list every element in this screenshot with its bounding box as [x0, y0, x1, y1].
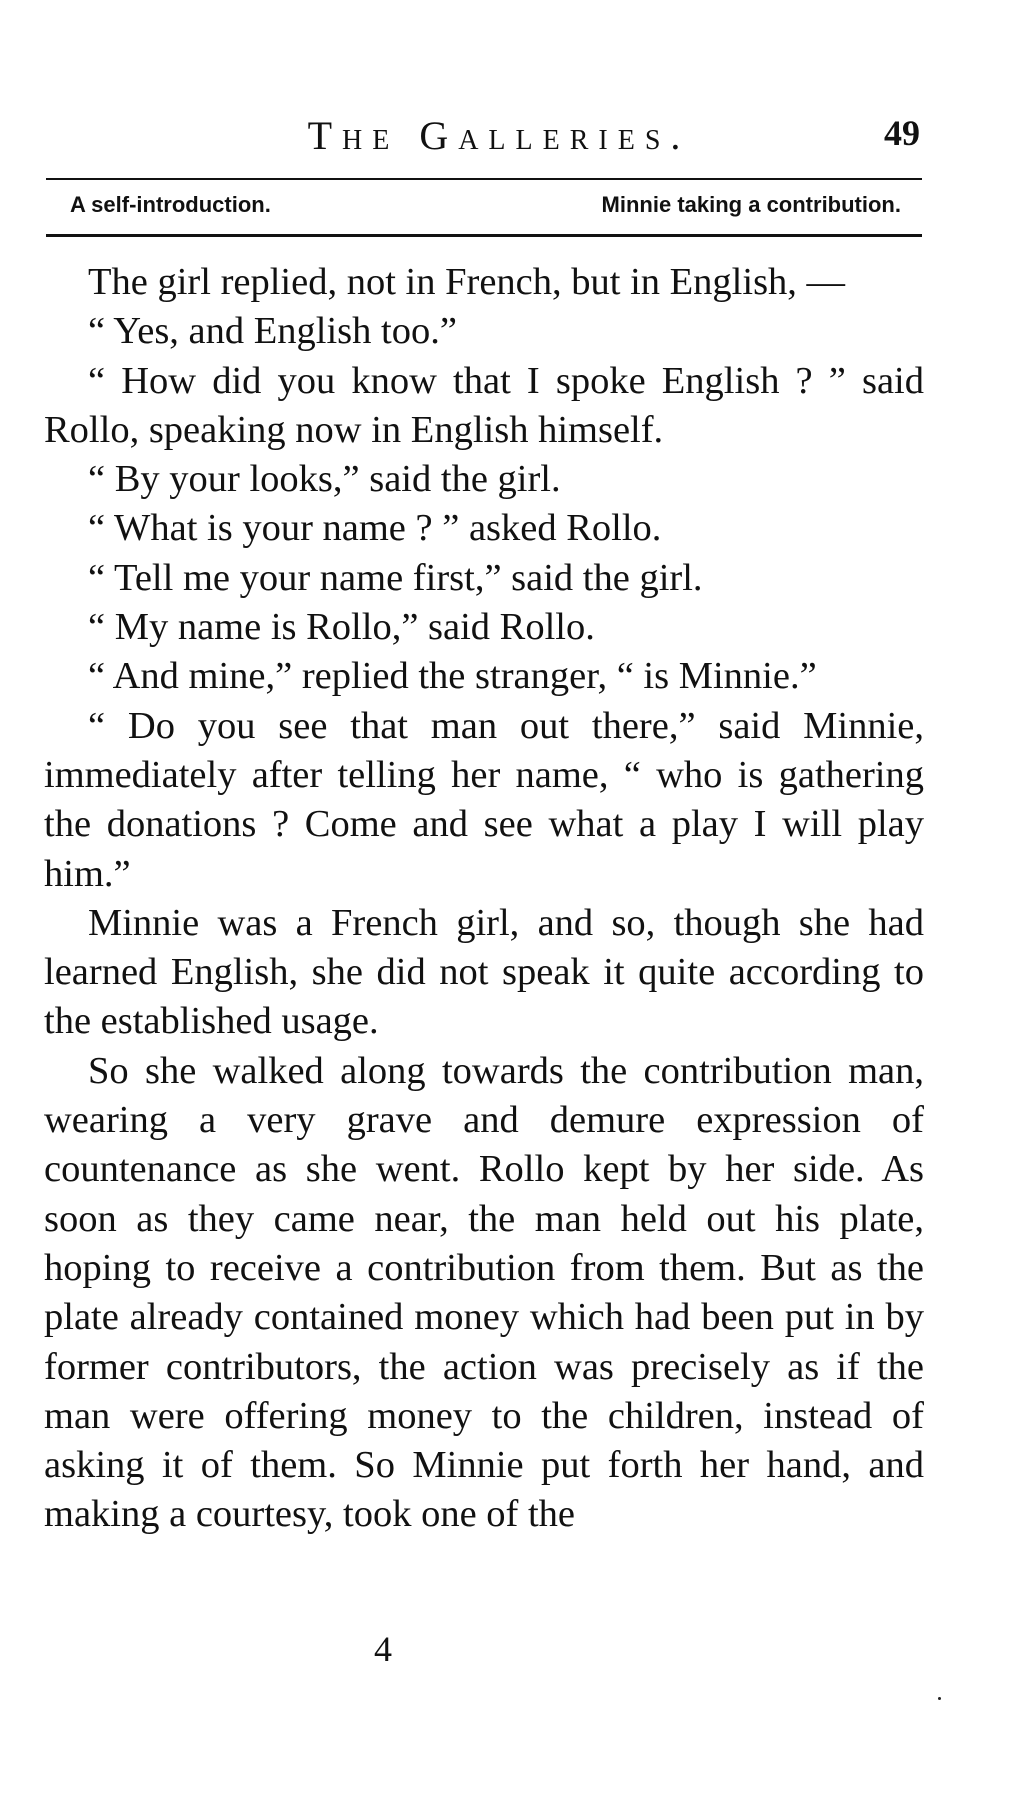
paragraph: Minnie was a French girl, and so, though she had learned English, she did not speak it quite according to the established usage. — [44, 901, 924, 1043]
paragraph: “ My name is Rollo,” said Rollo. — [88, 606, 595, 649]
header-rule-top — [46, 178, 922, 180]
print-speck — [938, 1697, 941, 1700]
header-rule-bottom — [46, 234, 922, 237]
paragraph: The girl replied, not in French, but in English, — — [88, 261, 846, 303]
sidenote-left: A self-introduction. — [70, 192, 271, 217]
page-number: 49 — [884, 113, 920, 153]
body-text — [44, 258, 924, 1540]
signature-mark: 4 — [374, 1629, 392, 1669]
paragraph: “ What is your name ? ” asked Rollo. — [88, 507, 662, 550]
paragraph: So she walked along towards the contribution man, wearing a very grave and demure expression of countenance as she went. Rollo kept by her side. As soon as they came near, the man held out his plate, hoping to receive a contribution from them. But as the plate already contained money which had been put in by former contributors, the action was precisely as if the man were offering money to the children, instead of asking it of them. So Minnie put forth her hand, and making a courtesy, took one of the — [44, 1049, 924, 1536]
paragraph: “ By your looks,” said the girl. — [88, 458, 561, 501]
paragraph: “ Yes, and English too.” — [88, 310, 457, 353]
paragraph: “ How did you know that I spoke English ? ” said Rollo, speaking now in English himself. — [44, 359, 924, 451]
paragraph: “ Do you see that man out there,” said Minnie, immediately after telling her name, “ who is gathering the donations ? Come and see what a play I will play him.” — [44, 704, 924, 895]
running-title: The Galleries. — [307, 113, 691, 158]
paragraph: “ And mine,” replied the stranger, “ is Minnie.” — [88, 655, 817, 698]
running-head — [46, 112, 922, 166]
sidenote-right: Minnie taking a contribution. — [601, 192, 901, 217]
paragraph: “ Tell me your name first,” said the girl. — [88, 556, 703, 599]
